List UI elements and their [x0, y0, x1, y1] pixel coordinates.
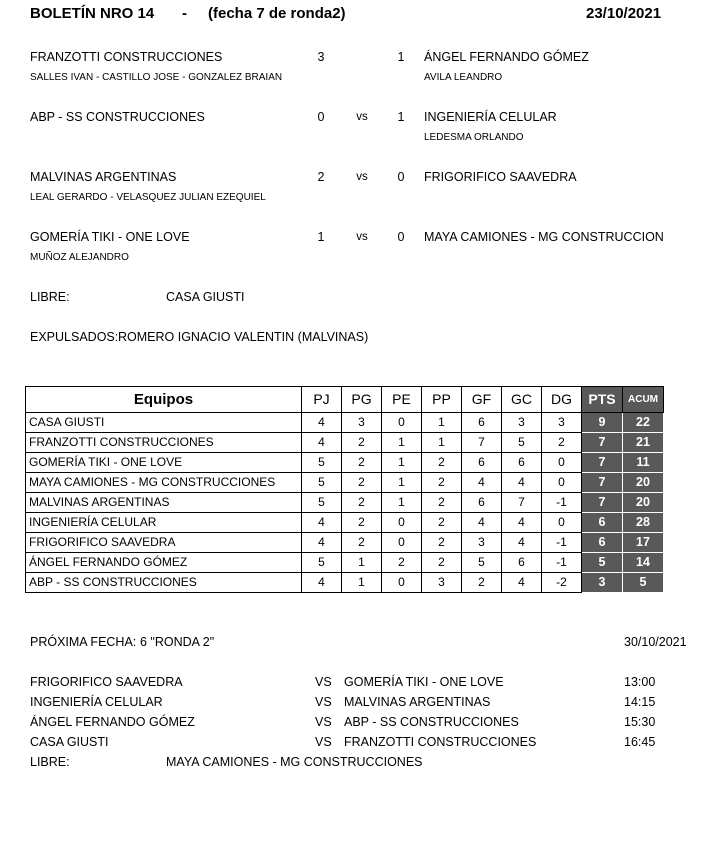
cell-acum: 22: [623, 413, 664, 433]
cell-pp: 2: [422, 453, 462, 473]
fixture-vs: VS: [315, 715, 332, 729]
cell-acum: 14: [623, 553, 664, 573]
cell-dg: -1: [542, 493, 582, 513]
cell-pg: 2: [342, 433, 382, 453]
next-fecha: 6 "RONDA 2": [140, 635, 215, 649]
cell-gf: 3: [462, 533, 502, 553]
team-name: FRIGORIFICO SAAVEDRA: [26, 533, 302, 553]
cell-pj: 5: [302, 553, 342, 573]
cell-pj: 5: [302, 493, 342, 513]
away-scorers: AVILA LEANDRO: [424, 72, 503, 83]
cell-dg: -1: [542, 533, 582, 553]
home-team: ABP - SS CONSTRUCCIONES: [30, 110, 205, 124]
cell-pe: 0: [382, 533, 422, 553]
team-name: ÁNGEL FERNANDO GÓMEZ: [26, 553, 302, 573]
table-row: [26, 473, 664, 493]
fixture-time: 15:30: [624, 715, 656, 729]
cell-acum: 17: [623, 533, 664, 553]
cell-dg: 3: [542, 413, 582, 433]
table-row: [26, 453, 664, 473]
away-score: 0: [397, 230, 405, 244]
cell-pg: 3: [342, 413, 382, 433]
cell-pts: 9: [582, 413, 623, 433]
cell-acum: 20: [623, 473, 664, 493]
col-pj: PJ: [302, 387, 342, 413]
next-libre-label: LIBRE:: [30, 755, 70, 769]
col-acum: ACUM: [623, 387, 664, 413]
cell-pts: 7: [582, 473, 623, 493]
cell-gc: 7: [502, 493, 542, 513]
cell-pts: 7: [582, 493, 623, 513]
cell-gf: 4: [462, 513, 502, 533]
away-score: 0: [397, 170, 405, 184]
cell-pg: 2: [342, 533, 382, 553]
cell-pj: 4: [302, 433, 342, 453]
cell-acum: 5: [623, 573, 664, 593]
cell-dg: -1: [542, 553, 582, 573]
cell-gc: 6: [502, 453, 542, 473]
fixture-time: 13:00: [624, 675, 656, 689]
fixture-vs: VS: [315, 735, 332, 749]
cell-acum: 20: [623, 493, 664, 513]
expulsados-text: ROMERO IGNACIO VALENTIN (MALVINAS): [118, 330, 369, 344]
fixture-vs: VS: [315, 695, 332, 709]
home-team: GOMERÍA TIKI - ONE LOVE: [30, 230, 190, 244]
table-row: [26, 413, 664, 433]
cell-dg: 0: [542, 513, 582, 533]
fixture-home: ÁNGEL FERNANDO GÓMEZ: [30, 715, 195, 729]
home-team: FRANZOTTI CONSTRUCCIONES: [30, 50, 223, 64]
fixture-vs: VS: [315, 675, 332, 689]
team-name: FRANZOTTI CONSTRUCCIONES: [26, 433, 302, 453]
away-score: 1: [397, 110, 405, 124]
cell-pg: 1: [342, 573, 382, 593]
table-row: [26, 433, 664, 453]
fixture-away: GOMERÍA TIKI - ONE LOVE: [344, 675, 504, 689]
cell-pg: 2: [342, 473, 382, 493]
cell-acum: 28: [623, 513, 664, 533]
home-scorers: MUÑOZ ALEJANDRO: [30, 252, 129, 263]
cell-pg: 1: [342, 553, 382, 573]
cell-pe: 0: [382, 413, 422, 433]
cell-pe: 1: [382, 493, 422, 513]
cell-pj: 4: [302, 513, 342, 533]
cell-pe: 1: [382, 473, 422, 493]
team-name: ABP - SS CONSTRUCCIONES: [26, 573, 302, 593]
col-pts: PTS: [582, 387, 623, 413]
cell-gc: 4: [502, 513, 542, 533]
away-score: 1: [397, 50, 405, 64]
col-pp: PP: [422, 387, 462, 413]
home-score: 2: [317, 170, 325, 184]
expulsados-label: EXPULSADOS:: [30, 330, 119, 344]
cell-pg: 2: [342, 453, 382, 473]
cell-pts: 7: [582, 453, 623, 473]
home-scorers: LEAL GERARDO - VELASQUEZ JULIAN EZEQUIEL: [30, 192, 266, 203]
next-date-label: PRÓXIMA FECHA:: [30, 635, 137, 649]
team-name: GOMERÍA TIKI - ONE LOVE: [26, 453, 302, 473]
cell-pp: 1: [422, 433, 462, 453]
fixture-time: 14:15: [624, 695, 656, 709]
home-score: 0: [317, 110, 325, 124]
cell-pe: 1: [382, 453, 422, 473]
cell-acum: 11: [623, 453, 664, 473]
cell-pts: 3: [582, 573, 623, 593]
cell-pts: 5: [582, 553, 623, 573]
home-team: MALVINAS ARGENTINAS: [30, 170, 177, 184]
cell-gc: 3: [502, 413, 542, 433]
cell-pe: 1: [382, 433, 422, 453]
cell-gc: 4: [502, 473, 542, 493]
table-row: [26, 513, 664, 533]
cell-gf: 6: [462, 453, 502, 473]
next-date: 30/10/2021: [624, 635, 687, 649]
cell-acum: 21: [623, 433, 664, 453]
cell-gf: 7: [462, 433, 502, 453]
col-gf: GF: [462, 387, 502, 413]
cell-dg: 0: [542, 453, 582, 473]
standings-header-row: [26, 387, 664, 413]
cell-pp: 3: [422, 573, 462, 593]
away-scorers: LEDESMA ORLANDO: [424, 132, 524, 143]
title-dash: -: [182, 5, 187, 22]
team-name: MAYA CAMIONES - MG CONSTRUCCIONES: [26, 473, 302, 493]
cell-gf: 4: [462, 473, 502, 493]
standings-table: [25, 386, 664, 593]
team-name: MALVINAS ARGENTINAS: [26, 493, 302, 513]
libre-label: LIBRE:: [30, 290, 70, 304]
away-team: FRIGORIFICO SAAVEDRA: [424, 170, 577, 184]
col-pe: PE: [382, 387, 422, 413]
cell-dg: -2: [542, 573, 582, 593]
cell-gc: 5: [502, 433, 542, 453]
cell-gf: 2: [462, 573, 502, 593]
cell-pp: 2: [422, 553, 462, 573]
table-row: [26, 493, 664, 513]
cell-pg: 2: [342, 493, 382, 513]
away-team: INGENIERÍA CELULAR: [424, 110, 557, 124]
fixture-home: FRIGORIFICO SAAVEDRA: [30, 675, 183, 689]
fixture-away: ABP - SS CONSTRUCCIONES: [344, 715, 519, 729]
bulletin-title: BOLETÍN NRO 14: [30, 5, 155, 22]
cell-pe: 2: [382, 553, 422, 573]
fixture-home: INGENIERÍA CELULAR: [30, 695, 163, 709]
cell-dg: 0: [542, 473, 582, 493]
cell-pe: 0: [382, 513, 422, 533]
cell-gc: 4: [502, 573, 542, 593]
cell-pp: 1: [422, 413, 462, 433]
col-pg: PG: [342, 387, 382, 413]
col-equipos: Equipos: [26, 387, 302, 413]
fixture-time: 16:45: [624, 735, 656, 749]
cell-pj: 5: [302, 473, 342, 493]
col-gc: GC: [502, 387, 542, 413]
libre-team: CASA GIUSTI: [166, 290, 245, 304]
cell-pj: 4: [302, 533, 342, 553]
cell-pp: 2: [422, 513, 462, 533]
bulletin-date: 23/10/2021: [586, 5, 662, 22]
away-team: MAYA CAMIONES - MG CONSTRUCCION: [424, 230, 664, 244]
home-score: 3: [317, 50, 325, 64]
cell-pts: 6: [582, 513, 623, 533]
table-row: [26, 533, 664, 553]
cell-pg: 2: [342, 513, 382, 533]
vs-label: vs: [356, 231, 368, 243]
away-team: ÁNGEL FERNANDO GÓMEZ: [424, 50, 589, 64]
cell-pp: 2: [422, 473, 462, 493]
cell-dg: 2: [542, 433, 582, 453]
cell-pe: 0: [382, 573, 422, 593]
team-name: CASA GIUSTI: [26, 413, 302, 433]
home-scorers: SALLES IVAN - CASTILLO JOSE - GONZALEZ BRAIAN: [30, 72, 283, 83]
cell-gc: 6: [502, 553, 542, 573]
bulletin-subtitle: (fecha 7 de ronda2): [208, 5, 346, 22]
fixture-away: FRANZOTTI CONSTRUCCIONES: [344, 735, 537, 749]
cell-gc: 4: [502, 533, 542, 553]
cell-pp: 2: [422, 493, 462, 513]
table-row: [26, 573, 664, 593]
cell-pj: 4: [302, 573, 342, 593]
cell-pp: 2: [422, 533, 462, 553]
home-score: 1: [317, 230, 325, 244]
cell-pj: 5: [302, 453, 342, 473]
team-name: INGENIERÍA CELULAR: [26, 513, 302, 533]
cell-gf: 5: [462, 553, 502, 573]
vs-label: vs: [356, 171, 368, 183]
cell-gf: 6: [462, 413, 502, 433]
next-libre-team: MAYA CAMIONES - MG CONSTRUCCIONES: [166, 755, 423, 769]
cell-gf: 6: [462, 493, 502, 513]
fixture-away: MALVINAS ARGENTINAS: [344, 695, 491, 709]
cell-pts: 7: [582, 433, 623, 453]
col-dg: DG: [542, 387, 582, 413]
fixture-home: CASA GIUSTI: [30, 735, 109, 749]
table-row: [26, 553, 664, 573]
vs-label: vs: [356, 111, 368, 123]
cell-pts: 6: [582, 533, 623, 553]
cell-pj: 4: [302, 413, 342, 433]
